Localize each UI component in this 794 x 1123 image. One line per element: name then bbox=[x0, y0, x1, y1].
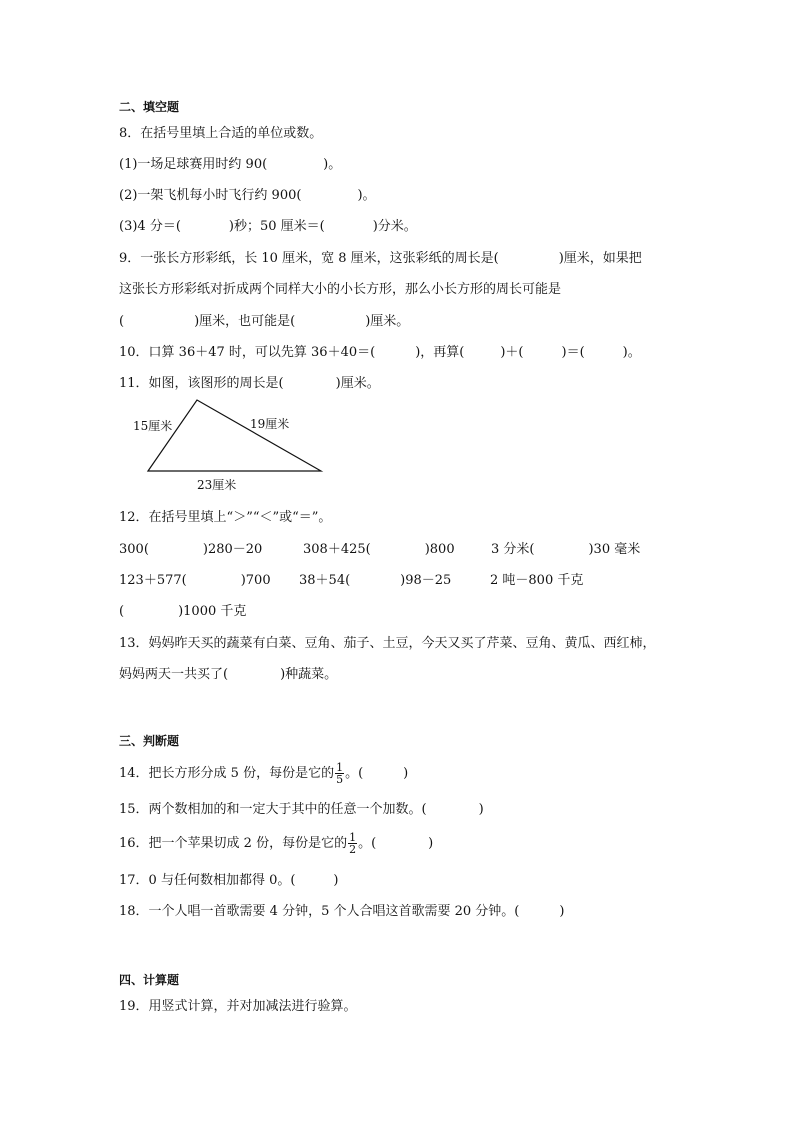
question-19: 19．用竖式计算，并对加减法进行验算。 bbox=[119, 999, 357, 1014]
compare-right: )30 毫米 bbox=[588, 542, 641, 557]
q15-close: ) bbox=[478, 802, 484, 817]
compare-item bbox=[119, 540, 262, 560]
compare-left: 300( bbox=[119, 542, 149, 557]
q10-d: )＝( bbox=[561, 345, 585, 360]
question-8-part-1 bbox=[119, 155, 341, 175]
compare-item bbox=[299, 571, 451, 591]
q13-line2a: 妈妈两天一共买了( bbox=[119, 667, 229, 682]
q14-open: 。( bbox=[345, 766, 364, 781]
compare-item bbox=[303, 540, 455, 560]
q8-p3b: )秒；50 厘米＝( bbox=[228, 219, 325, 234]
q9-line3c: )厘米。 bbox=[365, 314, 410, 329]
fraction-numerator: 1 bbox=[349, 831, 357, 844]
triangle-side-left-label: 15厘米 bbox=[133, 419, 173, 433]
compare-right: )280－20 bbox=[202, 542, 263, 557]
question-13-line-1: 13．妈妈昨天买的蔬菜有白菜、豆角、茄子、土豆，今天又买了芹菜、豆角、黄瓜、西红柿， bbox=[119, 636, 656, 651]
q11-b: )厘米。 bbox=[335, 376, 380, 391]
compare-right: )1000 千克 bbox=[178, 604, 247, 619]
q16-close: ) bbox=[428, 836, 434, 851]
q14-close: ) bbox=[403, 766, 409, 781]
q14-text: 14．把长方形分成 5 份，每份是它的 bbox=[119, 766, 335, 781]
question-18 bbox=[119, 902, 564, 922]
q18-text: 18．一个人唱一首歌需要 4 分钟，5 个人合唱这首歌需要 20 分钟。( bbox=[119, 904, 520, 919]
q10-c: )＋( bbox=[500, 345, 524, 360]
q9-line3a: ( bbox=[119, 314, 125, 329]
q18-close: ) bbox=[559, 904, 565, 919]
q10-a: 10．口算 36＋47 时，可以先算 36＋40＝( bbox=[119, 345, 376, 360]
fraction-denominator: 2 bbox=[349, 843, 357, 856]
fraction-one-half bbox=[348, 832, 357, 855]
fraction-denominator: 5 bbox=[336, 773, 344, 786]
q8-p3c: )分米。 bbox=[372, 219, 417, 234]
compare-open: ( bbox=[119, 604, 125, 619]
q11-a: 11．如图，该图形的周长是( bbox=[119, 376, 284, 391]
question-12-stem: 12．在括号里填上“＞”“＜”或“＝”。 bbox=[119, 510, 332, 525]
question-8-part-2 bbox=[119, 186, 376, 206]
q9-line1b: )厘米，如果把 bbox=[558, 251, 642, 266]
compare-right: )98－25 bbox=[400, 573, 452, 588]
compare-item bbox=[119, 571, 271, 591]
fraction-numerator: 1 bbox=[336, 761, 344, 774]
q16-open: 。( bbox=[358, 836, 377, 851]
triangle-figure bbox=[140, 395, 330, 475]
q8-p2-text: (2)一架飞机每小时飞行约 900( bbox=[119, 188, 302, 203]
q15-text: 15．两个数相加的和一定大于其中的任意一个加数。( bbox=[119, 802, 427, 817]
question-9-line-3 bbox=[119, 312, 409, 332]
compare-right: )800 bbox=[424, 542, 455, 557]
question-10 bbox=[119, 343, 641, 363]
q8-p1-text: (1)一场足球赛用时约 90( bbox=[119, 157, 268, 172]
compare-left: 123＋577( bbox=[119, 573, 187, 588]
triangle-side-right-label: 19厘米 bbox=[250, 417, 290, 431]
q13-line2b: )种蔬菜。 bbox=[280, 667, 338, 682]
compare-item-continued bbox=[119, 602, 246, 622]
compare-left: 38＋54( bbox=[299, 573, 351, 588]
q17-close: ) bbox=[333, 873, 339, 888]
question-16 bbox=[119, 832, 433, 856]
q9-line3b: )厘米，也可能是( bbox=[194, 314, 296, 329]
q10-b: )，再算( bbox=[415, 345, 465, 360]
q8-p3a: (3)4 分＝( bbox=[119, 219, 181, 234]
question-11 bbox=[119, 374, 380, 394]
section-heading-calc: 四、计算题 bbox=[119, 973, 180, 987]
compare-item-left: 2 吨－800 千克 bbox=[490, 573, 584, 588]
triangle-shape bbox=[148, 400, 321, 471]
question-8-part-3 bbox=[119, 217, 417, 237]
compare-item bbox=[491, 540, 640, 560]
q8-p2-end: )。 bbox=[357, 188, 376, 203]
q10-e: )。 bbox=[622, 345, 641, 360]
question-15 bbox=[119, 800, 484, 820]
q17-text: 17．0 与任何数相加都得 0。( bbox=[119, 873, 296, 888]
question-8-stem: 8．在括号里填上合适的单位或数。 bbox=[119, 126, 323, 141]
compare-right: )700 bbox=[240, 573, 271, 588]
question-14 bbox=[119, 762, 408, 786]
question-17 bbox=[119, 871, 339, 891]
q9-line1a: 9．一张长方形彩纸，长 10 厘米，宽 8 厘米，这张彩纸的周长是( bbox=[119, 251, 499, 266]
compare-left: 3 分米( bbox=[491, 542, 535, 557]
fraction-one-fifth bbox=[335, 762, 344, 785]
compare-left: 308＋425( bbox=[303, 542, 371, 557]
section-heading-judge: 三、判断题 bbox=[119, 734, 180, 748]
triangle-side-bottom-label: 23厘米 bbox=[197, 478, 237, 492]
question-9-line-2: 这张长方形彩纸对折成两个同样大小的小长方形，那么小长方形的周长可能是 bbox=[119, 282, 562, 297]
question-9-line-1 bbox=[119, 249, 642, 269]
q16-text: 16．把一个苹果切成 2 份，每份是它的 bbox=[119, 836, 348, 851]
question-13-line-2 bbox=[119, 665, 337, 685]
q8-p1-end: )。 bbox=[323, 157, 342, 172]
section-heading-fill: 二、填空题 bbox=[119, 100, 180, 114]
